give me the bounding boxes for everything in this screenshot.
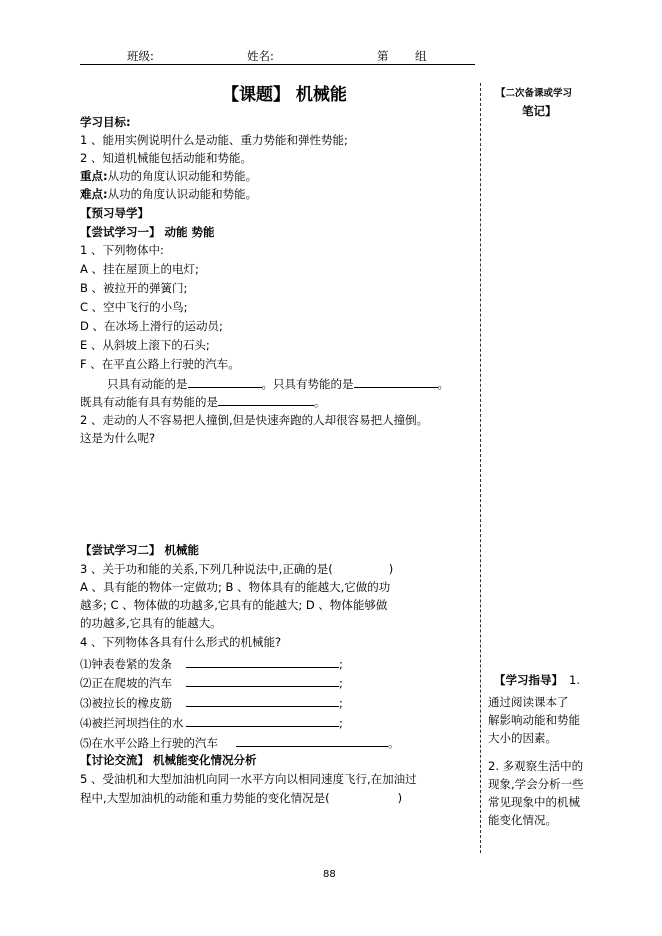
header-rule xyxy=(80,64,475,65)
try1-heading: 【尝试学习一】 动能 势能 xyxy=(80,225,215,239)
q4-item-5-blank[interactable] xyxy=(236,735,388,747)
q1-blank-line-2 xyxy=(80,394,326,409)
q4-item-4-semicolon: ; xyxy=(339,716,343,730)
q4-item-2-blank[interactable] xyxy=(186,675,339,687)
q1-option-d: D 、在冰场上滑行的运动员; xyxy=(80,319,223,333)
q4-item-1-label: ⑴钟表卷紧的发条 xyxy=(80,657,172,671)
q3-line-3: 越多; C 、物体做的功越多,它具有的能越大; D 、物体能够做 xyxy=(80,598,388,612)
guide-item-1-line-3: 大小的因素。 xyxy=(488,731,557,745)
guide-item-2-line-4: 能变化情况。 xyxy=(488,813,557,827)
q4-item-5-period: 。 xyxy=(388,736,400,750)
q4-item-1-semicolon: ; xyxy=(339,657,343,671)
difficulty-text: 从功的角度认识动能和势能。 xyxy=(107,187,258,201)
guide-item-2-line-3: 常见现象中的机械 xyxy=(488,795,580,809)
guide-item-1-line-2: 解影响动能和势能 xyxy=(488,713,580,727)
try2-heading: 【尝试学习二】 机械能 xyxy=(80,543,200,557)
difficulty-label: 难点: xyxy=(80,187,108,201)
q3-line-2: A 、具有能的物体一定做功; B 、物体具有的能越大,它做的功 xyxy=(80,580,391,594)
q1-option-c: C 、空中飞行的小鸟; xyxy=(80,300,188,314)
class-label: 班级: xyxy=(127,49,154,63)
period-1: 。 xyxy=(437,377,449,391)
key-label: 重点: xyxy=(80,169,108,183)
q4-item-1 xyxy=(80,656,343,671)
q4-text: 4 、下列物体各具有什么形式的机械能? xyxy=(80,635,282,649)
q4-item-2 xyxy=(80,675,343,690)
period-2: 。 xyxy=(314,395,326,409)
notes-heading-line-1: 【二次备课或学习 xyxy=(496,88,573,99)
difficulty-point xyxy=(80,187,257,201)
guide-heading xyxy=(494,673,580,687)
q1-option-f: F 、在平直公路上行驶的汽车。 xyxy=(80,357,240,371)
q5-paren-close: ) xyxy=(397,791,403,805)
guide-item-2-line-2: 现象,学会分析一些 xyxy=(488,777,584,791)
key-text: 从功的角度认识动能和势能。 xyxy=(107,169,258,183)
guide-item-1-number: 1. xyxy=(569,673,580,687)
q4-item-1-blank[interactable] xyxy=(186,656,339,668)
q3-stem: 3 、关于功和能的关系,下列几种说法中,正确的是( xyxy=(80,562,333,576)
kinetic-only-blank[interactable] xyxy=(188,376,262,388)
q5-line-1: 5 、受油机和大型加油机向同一水平方向以相同速度飞行,在加油过 xyxy=(80,772,417,786)
q1-option-b: B 、被拉开的弹簧门; xyxy=(80,281,188,295)
q1-option-a: A 、挂在屋顶上的电灯; xyxy=(80,262,199,276)
objectives-heading: 学习目标: xyxy=(80,115,131,129)
q4-item-3-blank[interactable] xyxy=(186,695,339,707)
q4-item-5 xyxy=(80,735,400,750)
q1-option-e: E 、从斜坡上滚下的石头; xyxy=(80,338,210,352)
q5-stem: 程中,大型加油机的动能和重力势能的变化情况是( xyxy=(80,791,330,805)
q4-item-3-semicolon: ; xyxy=(339,696,343,710)
guide-item-2 xyxy=(488,757,584,829)
q4-item-2-label: ⑵正在爬坡的汽车 xyxy=(80,676,172,690)
guide-item-1-line-1: 通过阅读课本了 xyxy=(488,695,569,709)
notes-heading-line-2: 笔记】 xyxy=(522,104,557,118)
preview-heading: 【预习导学】 xyxy=(80,206,149,220)
q5-line-2 xyxy=(80,791,402,805)
q4-item-4-blank[interactable] xyxy=(186,715,339,727)
page-number: 88 xyxy=(323,869,336,880)
q3-paren-close: ) xyxy=(388,562,394,576)
potential-only-blank[interactable] xyxy=(354,376,438,388)
guide-heading-label: 【学习指导】 xyxy=(494,673,563,687)
both-label: 既具有动能有具有势能的是 xyxy=(80,395,218,409)
column-divider xyxy=(480,83,481,853)
q4-item-4 xyxy=(80,715,343,730)
key-point xyxy=(80,169,257,183)
objective-1: 1 、能用实例说明什么是动能、重力势能和弹性势能; xyxy=(80,133,348,147)
q4-item-3-label: ⑶被拉长的橡皮筋 xyxy=(80,696,172,710)
q1-blank-line-1 xyxy=(107,376,449,391)
page-title: 【课题】 机械能 xyxy=(222,85,347,105)
q4-item-3 xyxy=(80,695,343,710)
name-label: 姓名: xyxy=(247,49,274,63)
group-zu: 组 xyxy=(415,49,427,63)
q4-item-2-semicolon: ; xyxy=(339,676,343,690)
q4-item-4-label: ⑷被拦河坝挡住的水 xyxy=(80,716,184,730)
q2-line-1: 2 、走动的人不容易把人撞倒,但是快速奔跑的人却很容易把人撞倒。 xyxy=(80,413,429,427)
q4-item-5-label: ⑸在水平公路上行驶的汽车 xyxy=(80,736,218,750)
guide-item-2-line-1: 2. 多观察生活中的 xyxy=(488,759,584,773)
objective-2: 2 、知道机械能包括动能和势能。 xyxy=(80,151,252,165)
kinetic-only-label: 只具有动能的是 xyxy=(107,377,188,391)
group-di: 第 xyxy=(377,49,389,63)
q3-line-1 xyxy=(80,562,393,576)
q1-text: 1 、下列物体中: xyxy=(80,243,164,257)
q2-line-2: 这是为什么呢? xyxy=(80,431,156,445)
discuss-heading: 【讨论交流】 机械能变化情况分析 xyxy=(80,753,257,767)
potential-only-label: 。只具有势能的是 xyxy=(261,377,354,391)
q3-line-4: 的功越多,它具有的能越大。 xyxy=(80,616,222,630)
both-blank[interactable] xyxy=(218,394,314,406)
guide-item-1 xyxy=(488,693,580,747)
